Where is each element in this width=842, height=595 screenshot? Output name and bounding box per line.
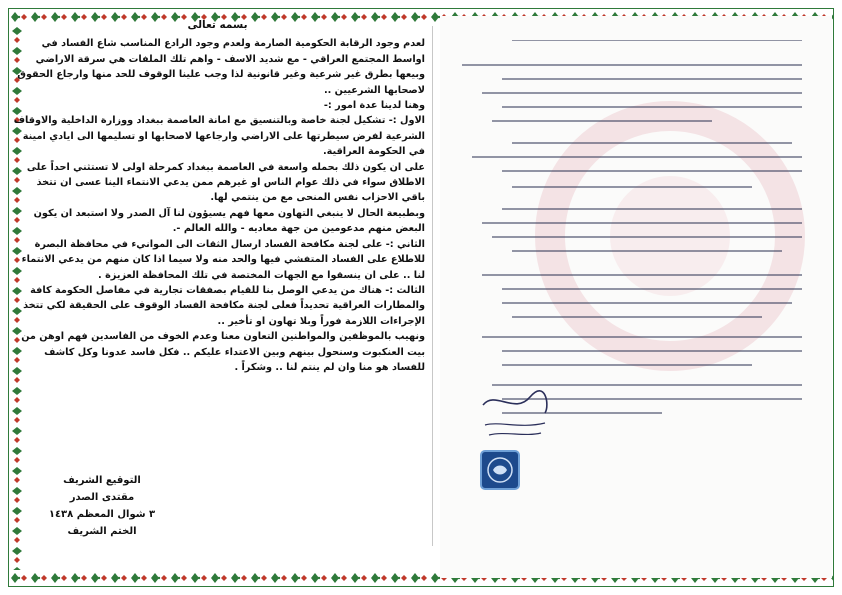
letter-paragraph-third: الثالث :- هناك من يدعي الوصل بنا للقيام بصفقات تجارية في مفاصل الحكومة كافة والمطارات العراقية تحديداً فعلى لجنة مكافحة الفساد الوقوف على الحقيقة لكي تتخذ الإجراءات اللازمة فوراً وبلا تهاون او تأخير .. bbox=[23, 284, 425, 327]
handwritten-line bbox=[512, 316, 762, 318]
handwritten-line bbox=[502, 170, 802, 172]
letter-paragraph-second: الثاني :- على لجنة مكافحة الفساد ارسال الثقات الى الموانيء في محافظة البصرة للاطلاع على الفساد المتفشي فيها والحد منه ولا سيما اذا كان منهم من يدعي الانتماء لنا .. على ان ينسقوا مع الجهات المختصة في تلك المحافظة العزيزة . bbox=[21, 238, 425, 281]
round-seal-icon bbox=[480, 450, 520, 490]
letter-paragraph-nature: وبطبيعة الحال لا ينبغي التهاون معها فهم يسيؤون لنا آل الصدر ولا استبعد ان يكون البعض منهم مدعومين من جهة معاديه - والله العالم -. bbox=[33, 207, 425, 235]
handwritten-line bbox=[502, 208, 802, 210]
handwritten-line bbox=[502, 350, 802, 352]
handwritten-signature-icon bbox=[475, 385, 555, 445]
handwritten-line bbox=[482, 274, 802, 276]
handwritten-line bbox=[482, 92, 802, 94]
signature-block bbox=[42, 472, 162, 540]
panel-divider bbox=[432, 26, 433, 546]
handwritten-line bbox=[512, 142, 792, 144]
handwritten-line bbox=[482, 336, 802, 338]
handwritten-line bbox=[502, 106, 802, 108]
handwritten-line bbox=[472, 156, 802, 158]
handwritten-line bbox=[502, 288, 802, 290]
handwritten-line bbox=[482, 222, 802, 224]
handwritten-line bbox=[502, 364, 752, 366]
letter-paragraph-campaign: على ان يكون ذلك بحمله واسعة في العاصمة ببغداد كمرحلة اولى لا تستثني احداً على الاطلاق سواء في ذلك عوام الناس او غيرهم ممن يدعي الانتماء الينا عسى ان تتخذ باقي الاحزاب نفس المنحى مع من ينتمي لها. bbox=[26, 161, 425, 204]
handwritten-line bbox=[492, 120, 712, 122]
handwritten-scan bbox=[440, 16, 832, 578]
handwritten-line bbox=[502, 78, 802, 80]
signature-label: التوقيع الشريف bbox=[63, 475, 141, 486]
handwritten-line bbox=[502, 302, 792, 304]
handwritten-line bbox=[512, 186, 752, 188]
letter-paragraph-matters: وهنا لدينا عدة امور :- bbox=[323, 100, 425, 112]
signature-date: ٣ شوال المعظم ١٤٣٨ bbox=[48, 509, 156, 520]
signature-name: مقتدى الصدر bbox=[69, 492, 135, 503]
letter-paragraph-intro: لعدم وجود الرقابة الحكومية الصارمة ولعدم وجود الرادع المناسب شاع الفساد في اواسط المجتمع العراقي - مع شديد الاسف - واهم تلك الملفات هي سرقة الاراضي وبيعها بطرق غير شرعية وغير قانونية لذا وجب علينا الوقوف للحد منها وارجاع الحقوق لاصحابها الشرعيين .. bbox=[17, 38, 425, 96]
letter-paragraph-first: الاول :- تشكيل لجنة خاصة وبالتنسيق مع امانة العاصمة ببغداد ووزارة الداخلية والاوقاف الشرعية لفرض سيطرتها على الاراضي وارجاعها لاصحابها او تسليمها الى ايادي امينة في الحكومة العراقية. bbox=[13, 115, 425, 158]
signature-seal-label: الختم الشريف bbox=[67, 526, 137, 537]
handwritten-line bbox=[462, 64, 802, 66]
handwritten-line bbox=[492, 236, 802, 238]
basmala-heading: بسمه تعالى bbox=[187, 19, 248, 31]
letter-paragraph-appeal: ونهيب بالموظفين والمواطنين التعاون معنا وعدم الخوف من الفاسدين فهم اوهن من بيت العنكبوت وسنحول بينهم وبين الاعتداء عليكم .. فكل فاسد عدونا وكل كاشف للفساد هو منا وان لم ينتم لنا .. وشكراً . bbox=[21, 331, 425, 373]
handwritten-line bbox=[512, 250, 782, 252]
handwritten-line bbox=[512, 40, 802, 41]
